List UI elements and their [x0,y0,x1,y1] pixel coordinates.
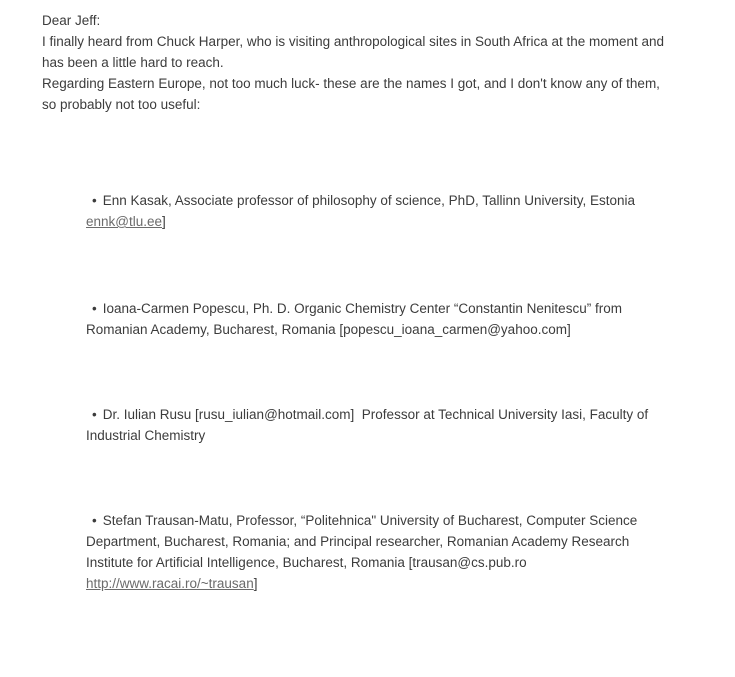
paragraph [42,31,697,73]
contact-list-item [86,190,697,232]
contact-list-item [86,404,697,446]
contact-list [42,190,697,594]
text-line: Enn Kasak, Associate professor of philosophy of science, PhD, Tallinn University, Estonia [102,193,636,208]
text-line: Stefan Trausan-Matu, Professor, “Politehnica" University of Bucharest, Computer Science [102,513,638,528]
email-link-ennk[interactable]: ennk@tlu.ee [86,214,163,229]
letter-body [42,31,697,115]
bullet-icon: • [92,301,97,316]
text-line: ] [253,576,258,591]
text-line: Regarding Eastern Europe, not too much luck- these are the names I got, and I don't know any of them, [42,76,660,91]
text-line: Department, Bucharest, Romania; and Principal researcher, Romanian Academy Research [86,534,630,549]
text-line: ] [162,214,166,229]
text-line: I finally heard from Chuck Harper, who is visiting anthropological sites in South Africa at the moment and [42,34,665,49]
bullet-icon: • [92,513,97,528]
bullet-icon: • [92,407,97,422]
contact-list-item [86,298,697,340]
text-line: Ioana-Carmen Popescu, Ph. D. Organic Chemistry Center “Constantin Nenitescu” from [102,301,622,316]
text-line: so probably not too useful: [42,97,201,112]
text-line: Institute for Artificial Intelligence, Bucharest, Romania [trausan@cs.pub.ro [86,555,527,570]
salutation: Dear Jeff: [42,13,101,28]
text-line: has been a little hard to reach. [42,55,224,70]
url-link-racai[interactable]: http://www.racai.ro/~trausan [86,576,254,591]
contact-list-item [86,510,697,594]
text-line: Dr. Iulian Rusu [rusu_iulian@hotmail.com] Professor at Technical University Iasi, Faculty of [102,407,649,422]
bullet-icon: • [92,193,97,208]
text-line: Industrial Chemistry [86,428,206,443]
text-line: Romanian Academy, Bucharest, Romania [popescu_ioana_carmen@yahoo.com] [86,322,571,337]
paragraph [42,73,697,115]
